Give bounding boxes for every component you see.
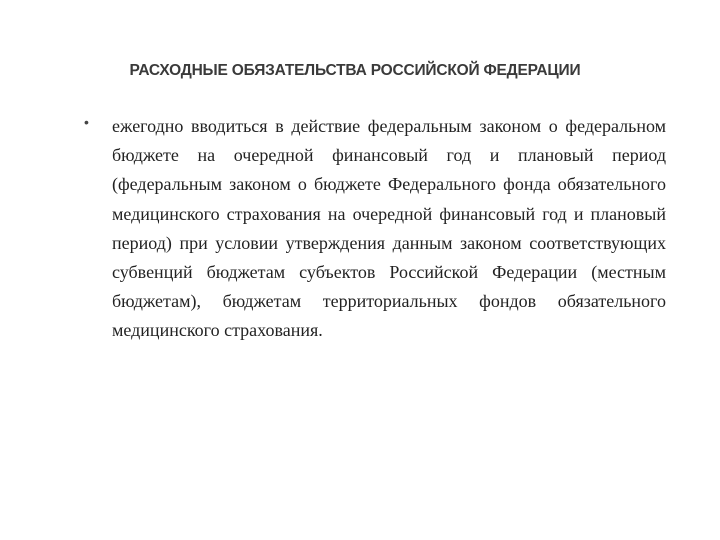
bullet-text: ежегодно вводиться в действие федеральным законом о федеральном бюджете на очередной финансовый год и плановый период (федеральным законом о бюджете Федерального фонда обязательного медицинского страхования на очередной финансовый год и плановый период) при условии утверждения данным законом соответствующих субвенций бюджетам субъектов Российской Федерации (местным бюджетам), бюджетам территориальных фондов обязательного медицинского страхования. [112,116,666,341]
list-item [84,112,666,346]
bullet-list [84,112,666,346]
slide-title: РАСХОДНЫЕ ОБЯЗАТЕЛЬСТВА РОССИЙСКОЙ ФЕДЕРАЦИИ [129,62,581,79]
bullet-icon: • [84,114,89,130]
